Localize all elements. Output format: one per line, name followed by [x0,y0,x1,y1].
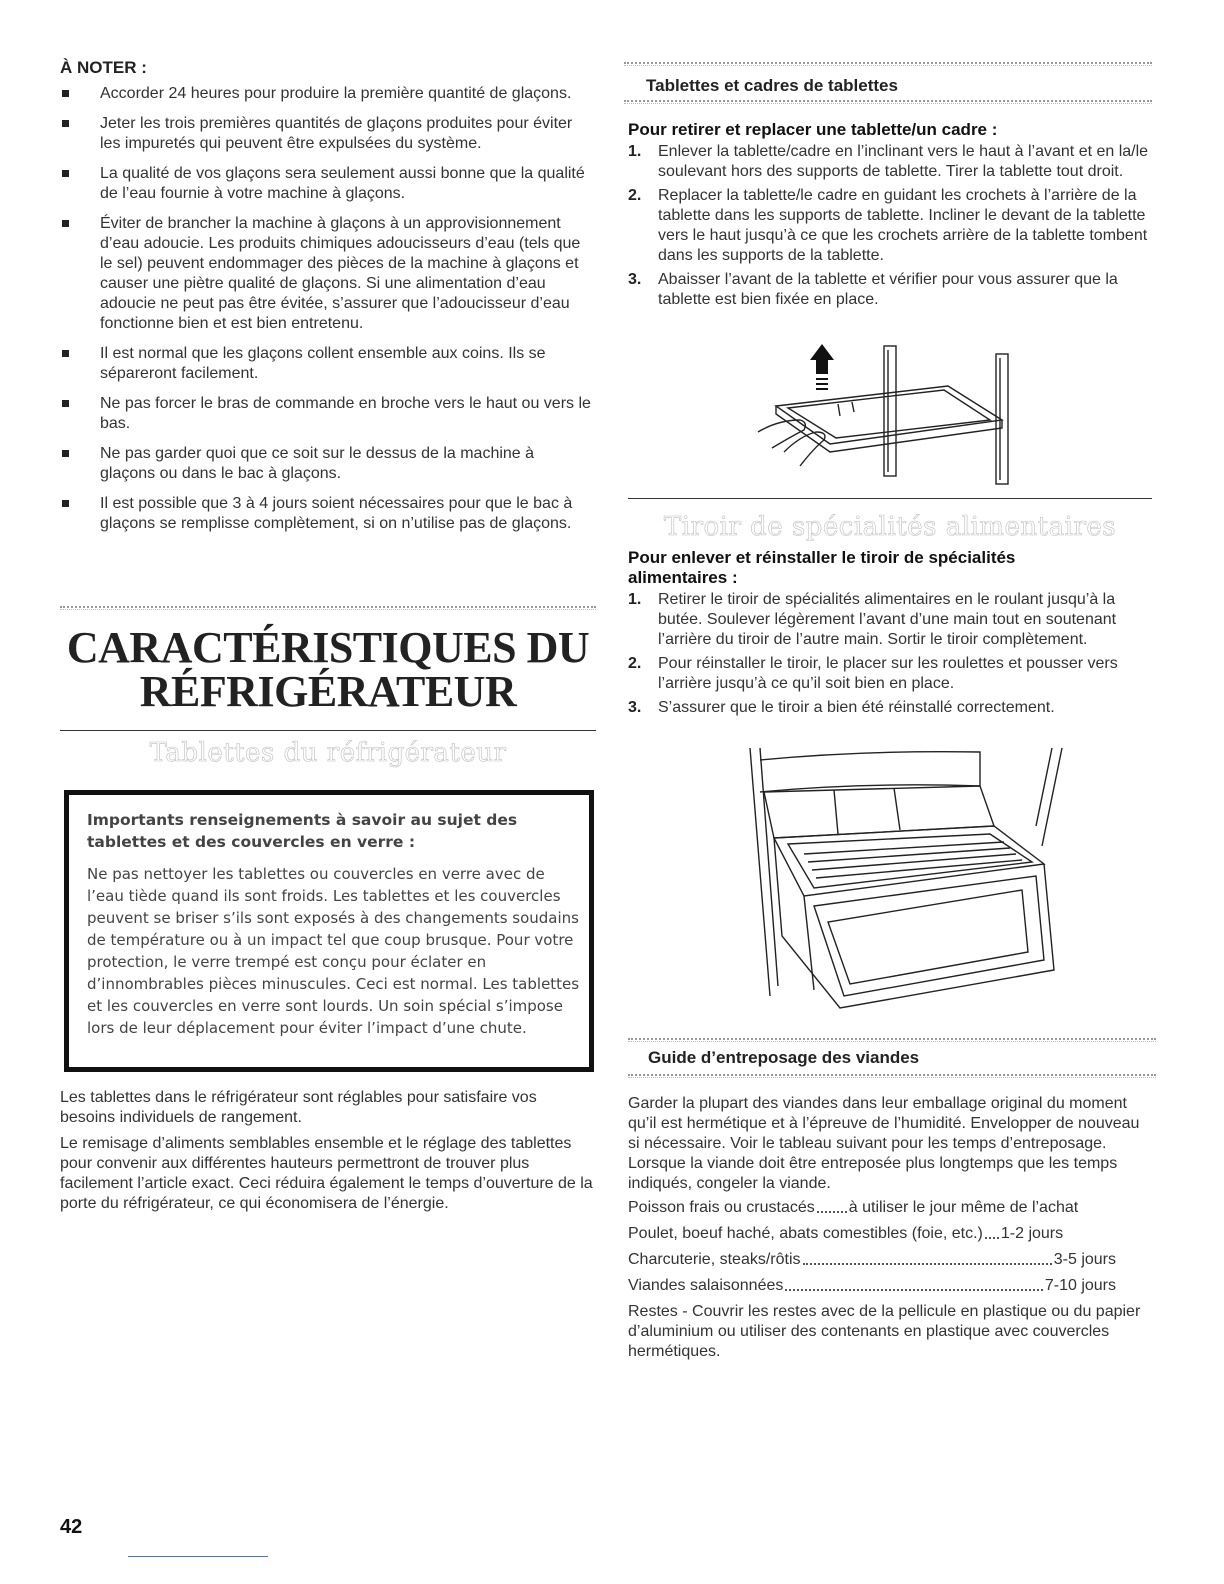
list-item: La qualité de vos glaçons sera seulement aussi bonne que la qualité de l’eau fournie à votre machine à glaçons. [60,164,592,204]
section-divider [624,100,1152,104]
row-value: 7-10 jours [1044,1277,1116,1294]
meat-guide-heading: Guide d’entreposage des viandes [648,1048,920,1067]
note-bullet-list [60,84,592,544]
row-value: à utiliser le jour même de l’achat [848,1199,1079,1216]
list-item [628,186,1152,266]
list-item: Éviter de brancher la machine à glaçons à un approvisionnement d’eau adoucie. Les produits chimiques adoucisseurs d’eau (tels que le sel) peuvent endommager des pièces de la machine à glaçons et causer une piètre qualité de glaçons. Si une alimentation d’eau adoucie ne peut pas être évitée, s’assurer que l’adoucisseur d’eau fonctionne bien et est bien entretenu. [60,214,592,334]
section-divider [628,1038,1156,1042]
step-number: 1. [628,143,642,160]
row-label: Charcuterie, steaks/rôtis [628,1251,801,1268]
step-text: S’assurer que le tiroir a bien été réinstallé correctement. [658,699,1055,716]
warning-title: Importants renseignements à savoir au sujet des tablettes et des couvercles en verre : [87,811,518,851]
page-title-line-2: RÉFRIGÉRATEUR [139,667,517,716]
step-number: 3. [628,699,642,716]
page-title [60,623,596,716]
meat-guide-intro: Garder la plupart des viandes dans leur emballage original du moment qu’il est hermétique et à l’épreuve de l’humidité. Envelopper de nouveau si nécessaire. Voir le tableau suivant pour les temps d’entreposage. Lorsque la viande doit être entreposée plus longtemps que les temps indiqués, congeler la viande. [628,1095,1140,1192]
list-item: Il est normal que les glaçons collent ensemble aux coins. Ils se sépareront facilement. [60,344,592,384]
section-divider [628,1074,1156,1078]
shelf-frames-subheading: Pour retirer et replacer une tablette/un cadre : [628,120,998,139]
drawer-steps [628,590,1152,722]
shelf-frames-steps [628,142,1152,314]
list-item: Ne pas garder quoi que ce soit sur le dessus de la machine à glaçons ou dans le bac à glaçons. [60,444,592,484]
page-title-line-1: CARACTÉRISTIQUES DU [66,623,590,672]
dot-leader [817,1198,847,1213]
shelf-removal-illustration [748,340,1020,490]
meat-storage-table [628,1198,1116,1302]
list-item [628,590,1152,650]
step-text: Replacer la tablette/le cadre en guidant les crochets à l’arrière de la tablette dans les supports de tablette. Incliner le devant de la tablette vers le haut jusqu’à ce que les crochets arrière de la tablette tombent dans les supports de la tablette. [658,187,1148,264]
shelves-section-title: Tablettes du réfrigérateur [149,738,507,768]
dot-leader [785,1276,1042,1291]
table-row [628,1250,1116,1270]
note-title: À NOTER : [60,58,147,77]
table-row [628,1224,1116,1244]
row-label: Poisson frais ou crustacés [628,1199,815,1216]
table-row [628,1276,1116,1296]
page-number: 42 [60,1516,83,1538]
section-divider [60,606,596,610]
footer-rule [128,1556,268,1557]
shelves-paragraph-2: Le remisage d’aliments semblables ensemble et le réglage des tablettes pour convenir aux différentes hauteurs permettront de trouver plus facilement l’article exact. Ceci réduira également le temps d’ouverture de la porte du réfrigérateur, ce qui économisera de l’énergie. [60,1135,593,1212]
step-number: 2. [628,187,642,204]
row-value: 1-2 jours [1000,1225,1064,1242]
list-item: Ne pas forcer le bras de commande en broche vers le haut ou vers le bas. [60,394,592,434]
list-item [628,698,1152,718]
leftovers-paragraph: Restes - Couvrir les restes avec de la pellicule en plastique ou du papier d’aluminium ou utiliser des contenants en plastique avec couvercles hermétiques. [628,1303,1141,1360]
dot-leader [985,1224,999,1239]
step-number: 3. [628,271,642,288]
drawer-illustration [744,746,1068,1028]
shelf-frames-heading: Tablettes et cadres de tablettes [646,76,898,95]
list-item: Il est possible que 3 à 4 jours soient nécessaires pour que le bac à glaçons se remplisse complètement, si on n’utilise pas de glaçons. [60,494,592,534]
warning-box [64,790,594,1072]
drawer-section-title: Tiroir de spécialités alimentaires [663,512,1117,542]
title-rule [60,730,596,731]
step-number: 2. [628,655,642,672]
step-text: Enlever la tablette/cadre en l’inclinant vers le haut à l’avant et en la/le soulevant hors des supports de tablette. Tirer la tablette tout droit. [658,143,1149,180]
step-number: 1. [628,591,642,608]
section-divider [624,62,1152,66]
row-label: Viandes salaisonnées [628,1277,784,1294]
list-item [628,654,1152,694]
section-rule [628,498,1152,499]
list-item: Accorder 24 heures pour produire la première quantité de glaçons. [60,84,592,104]
step-text: Retirer le tiroir de spécialités alimentaires en le roulant jusqu’à la butée. Soulever légèrement l’avant d’une main tout en soutenant l’arrière du tiroir de l’autre main. Sortir le tiroir complètement. [658,591,1117,648]
step-text: Pour réinstaller le tiroir, le placer sur les roulettes et pousser vers l’arrière jusqu’à ce qu’il soit bien en place. [658,655,1118,692]
warning-text: Ne pas nettoyer les tablettes ou couvercles en verre avec de l’eau tiède quand ils sont froids. Les tablettes et les couvercles peuvent se briser s’ils sont exposés à des changements soudains de température ou à un impact tel que coup brusque. Pour votre protection, le verre trempé est conçu pour éclater en d’innombrables pièces minuscules. Ceci est normal. Les tablettes et les couvercles en verre sont lourds. Un soin spécial s’impose lors de leur déplacement pour éviter l’impact d’une chute. [87,865,580,1037]
step-text: Abaisser l’avant de la tablette et vérifier pour vous assurer que la tablette est bien fixée en place. [658,271,1118,308]
row-label: Poulet, boeuf haché, abats comestibles (foie, etc.) [628,1225,983,1242]
dot-leader [803,1250,1052,1265]
shelves-paragraph-1: Les tablettes dans le réfrigérateur sont réglables pour satisfaire vos besoins individuels de rangement. [60,1089,537,1126]
row-value: 3-5 jours [1053,1251,1116,1268]
drawer-subheading: Pour enlever et réinstaller le tiroir de spécialités alimentaires : [628,548,1016,587]
table-row [628,1198,1116,1218]
list-item: Jeter les trois premières quantités de glaçons produites pour éviter les impuretés qui peuvent être expulsées du système. [60,114,592,154]
list-item [628,142,1152,182]
list-item [628,270,1152,310]
